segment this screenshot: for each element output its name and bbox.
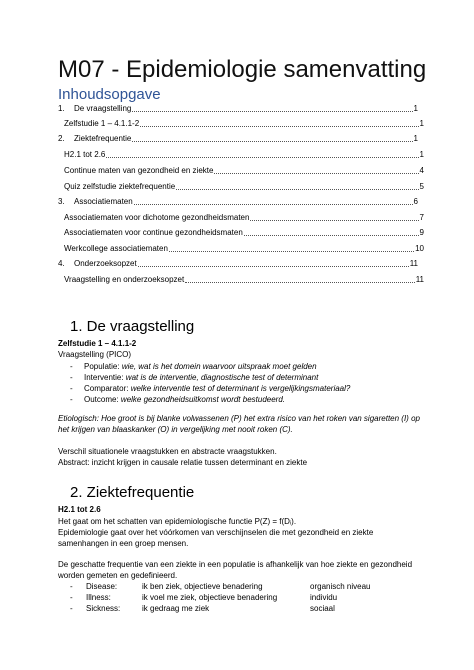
section-1-subheading: Zelfstudie 1 – 4.1.1-2 [58, 339, 137, 348]
paragraph-line: samenhangen in een groep mensen. [58, 539, 189, 548]
toc-entry[interactable] [58, 182, 424, 192]
toc-entry-page: 4 [419, 166, 424, 175]
pico-intro: Vraagstelling (PICO) [58, 350, 132, 359]
toc-dot-leader [169, 251, 414, 252]
toc-entry-page: 5 [419, 182, 424, 191]
document-title: M07 - Epidemiologie samenvatting [58, 56, 427, 83]
toc-entry[interactable] [58, 134, 418, 144]
toc-dot-leader [176, 189, 418, 190]
toc-entry[interactable] [58, 244, 424, 254]
toc-heading: Inhoudsopgave [58, 86, 161, 103]
toc-dot-leader [138, 266, 409, 267]
toc-entry-page: 6 [413, 197, 418, 206]
toc-dot-leader [132, 111, 412, 112]
toc-dot-leader [106, 157, 418, 158]
example-line: Etiologisch: Hoe groot is bij blanke volwassenen (P) het extra risico van het roken van sigaretten (I) op [58, 414, 420, 423]
toc-entry-label: Onderzoeksopzet [74, 259, 137, 268]
toc-entry[interactable] [58, 104, 418, 114]
toc-entry[interactable] [58, 228, 424, 238]
toc-entry[interactable] [58, 166, 424, 176]
toc-entry-page: 1 [419, 119, 424, 128]
toc-entry[interactable] [58, 150, 424, 160]
toc-entry-label: Associatiematen voor dichotome gezondheidsmaten [64, 213, 250, 222]
toc-entry[interactable] [58, 197, 418, 207]
toc-entry-number: 3. [58, 197, 65, 206]
toc-dot-leader [132, 141, 412, 142]
toc-entry-page: 1 [413, 134, 418, 143]
toc-entry-label: De vraagstelling [74, 104, 132, 113]
paragraph-line: worden gemeten en gedefinieerd. [58, 571, 178, 580]
paragraph-line: Epidemiologie gaat over het vóórkomen van verschijnselen die met gezondheid en ziekte [58, 528, 374, 537]
toc-entry-page: 7 [419, 213, 424, 222]
toc-entry-number: 4. [58, 259, 65, 268]
toc-entry-number: 2. [58, 134, 65, 143]
toc-entry-page: 11 [409, 259, 418, 268]
toc-entry-page: 1 [419, 150, 424, 159]
toc-entry-label: Continue maten van gezondheid en ziekte [64, 166, 214, 175]
toc-entry-page: 10 [415, 244, 424, 253]
section-1-heading: 1. De vraagstelling [70, 318, 195, 335]
toc-entry[interactable] [58, 119, 424, 129]
document-page: M07 - Epidemiologie samenvatting Inhoudsopgave 1. De vraagstelling 1 Zelfstudie 1 – 4.1.1-2 1 2. Ziektefrequentie 1 H2.1 tot 2.6 1 Continue maten van gezondheid en ziekte 4 Quiz zelfstudie ziektefrequentie 5 3. Associatiematen 6 Associatiematen voor dichotome gezondheidsmaten 7 Associatiematen voor continue gezondheidsmaten 9 Werkcollege associatiematen 10 4. Onderzoeksopzet 11 Vraagstelling en onderzoeksopzet 11 1. De vraagstelling Zelfstudie 1 – 4.1.1-2 Vraagstelling (PICO) - Populatie: wie, wat is het domein waarvoor uitspraak moet gelden - Interventie: wat is de interventie, diagnostische test of determinant - Comparator: welke interventie test of determinant is vergelijkingsmateriaal? - Outcome: welke gezondheidsuitkomst wordt bestudeerd. Etiologisch: Hoe groot is bij blanke volwassenen (P) het extra risico van het roken van sigaretten (I) op het krijgen van blaaskanker (O) in vergelijking met nooit roken (C). Verschil situationele vraagstukken en abstracte vraagstukken. Abstract: inzicht krijgen in causale relatie tussen determinant en ziekte 2. Ziektefrequentie H2.1 tot 2.6 Het gaat om het schatten van epidemiologische functie P(Z) = f(Dᵢ). Epidemiologie gaat over het vóórkomen van verschijnselen die met gezondheid en ziekte samenhangen in een groep mensen. De geschatte frequentie van een ziekte in een populatie is afhankelijk van hoe ziekte en gezondheid worden gemeten en gedefinieerd. - Disease: ik ben ziek, objectieve benadering organisch niveau - Illness: ik voel me ziek, objectieve benadering individu - Sickness: ik gedraag me ziek sociaal [58, 56, 427, 613]
toc-entry-label: Quiz zelfstudie ziektefrequentie [64, 182, 176, 191]
toc-entry[interactable] [58, 213, 424, 223]
paragraph-line: Het gaat om het schatten van epidemiologische functie P(Z) = f(Dᵢ). [58, 517, 297, 526]
toc-entry[interactable] [58, 259, 418, 269]
toc-dot-leader [244, 235, 419, 236]
toc-entry-label: H2.1 tot 2.6 [64, 150, 106, 159]
toc-entry-label: Ziektefrequentie [74, 134, 132, 143]
toc-entry[interactable] [58, 275, 424, 285]
toc-entry-label: Associatiematen voor continue gezondheidsmaten [64, 228, 243, 237]
toc-entry-page: 11 [415, 275, 424, 284]
toc-entry-label: Zelfstudie 1 – 4.1.1-2 [64, 119, 140, 128]
toc-entry-label: Vraagstelling en onderzoeksopzet [64, 275, 185, 284]
toc-dot-leader [185, 282, 414, 283]
toc-entry-label: Associatiematen [74, 197, 133, 206]
toc-entry-number: 1. [58, 104, 65, 113]
paragraph-line: De geschatte frequentie van een ziekte in een populatie is afhankelijk van hoe ziekte en gezondheid [58, 560, 413, 569]
section-2-heading: 2. Ziektefrequentie [70, 484, 195, 501]
paragraph-line: Abstract: inzicht krijgen in causale relatie tussen determinant en ziekte [58, 458, 308, 467]
example-line: het krijgen van blaaskanker (O) in vergelijking met nooit roken (C). [58, 425, 293, 434]
toc-dot-leader [134, 204, 413, 205]
toc-entry-label: Werkcollege associatiematen [64, 244, 168, 253]
toc-entry-page: 9 [419, 228, 424, 237]
toc-dot-leader [250, 220, 418, 221]
paragraph-line: Verschil situationele vraagstukken en abstracte vraagstukken. [58, 447, 277, 456]
toc-entry-page: 1 [413, 104, 418, 113]
toc-dot-leader [140, 126, 418, 127]
section-2-subheading: H2.1 tot 2.6 [58, 505, 101, 514]
toc-dot-leader [214, 173, 418, 174]
